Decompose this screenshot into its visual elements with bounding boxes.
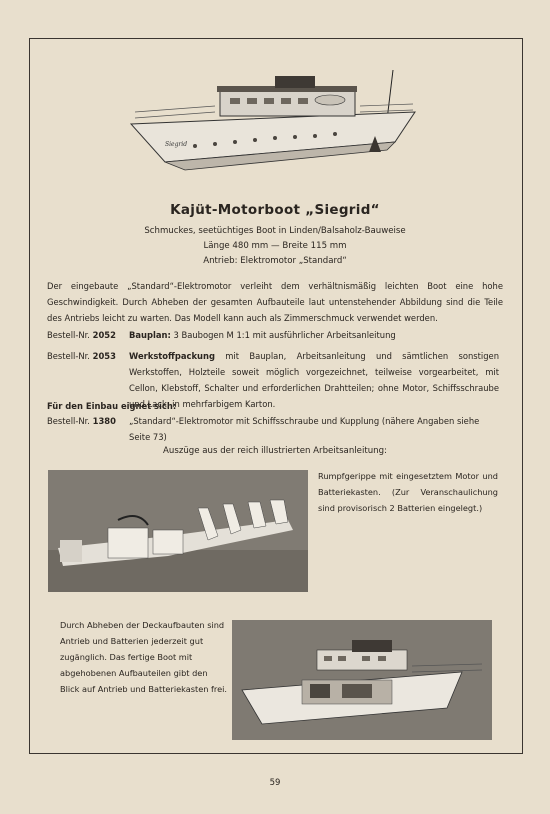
- subtitle-line-2: Länge 480 mm — Breite 115 mm: [203, 241, 347, 251]
- hull-skeleton-photo: [48, 470, 308, 592]
- order-number: 1380: [92, 416, 116, 426]
- caption-open-boat: Durch Abheben der Deckaufbauten sind Antrieb und Batterien jederzeit gut zugänglich. Das fertige Boot mit abgehobenen Aufbauteilen gibt den Blick auf Antrieb und Batteriekasten frei.: [60, 620, 228, 694]
- subtitle-line-3: Antrieb: Elektromotor „Standard“: [203, 256, 347, 266]
- caption-skeleton: Rumpfgerippe mit eingesetztem Motor und Batteriekasten. (Zur Veranschaulichung sind provisorisch 2 Batterien eingelegt.): [318, 471, 498, 513]
- svg-text:Siegrid: Siegrid: [165, 141, 188, 148]
- order-2052: [47, 327, 503, 343]
- page-title: Kajüt-Motorboot „Siegrid“: [170, 202, 380, 218]
- order-text: mit Bauplan, Arbeitsanleitung und sämtlichen sonstigen Werkstoffen, Holzteile soweit möglich vorgezeichnet, teilweise vorgearbeitet, mit Cellon, Klebstoff, Schalter und erforderlichen Drahtteilen; ohne Motor, Schiffsschraube und Lack, in mehrfarbigem Karton.: [129, 351, 499, 409]
- order-label: Bestell-Nr.: [47, 330, 90, 340]
- order-number: 2053: [92, 351, 116, 361]
- order-1380: [47, 413, 503, 445]
- subtitle-line-1: Schmuckes, seetüchtiges Boot in Linden/Balsaholz-Bauweise: [144, 226, 406, 236]
- suitable-heading: [47, 398, 503, 414]
- open-boat-photo: [232, 620, 492, 740]
- order-heading: Werkstoffpackung: [129, 351, 215, 361]
- intro-paragraph: Der eingebaute „Standard“-Elektromotor verleiht dem verhältnismäßig leichten Boot eine hohe Geschwindigkeit. Durch Abheben der gesamten Aufbauteile laut untenstehender Abbildung sind die Teile des Antriebs leicht zu warten. Das Modell kann auch als Zimmerschmuck verwendet werden.: [47, 281, 503, 323]
- suitable-heading-text: Für den Einbau eignet sich:: [47, 401, 177, 411]
- order-label: Bestell-Nr.: [47, 416, 90, 426]
- page-number: 59: [269, 778, 281, 788]
- order-heading: Bauplan:: [129, 330, 171, 340]
- excerpts-heading: Auszüge aus der reich illustrierten Arbeitsanleitung:: [163, 446, 387, 456]
- boat-photo: [125, 62, 425, 174]
- order-label: Bestell-Nr.: [47, 351, 90, 361]
- order-text: „Standard“-Elektromotor mit Schiffsschraube und Kupplung (nähere Angaben siehe Seite 73): [129, 416, 480, 442]
- order-text: 3 Baubogen M 1:1 mit ausführlicher Arbeitsanleitung: [173, 330, 396, 340]
- order-number: 2052: [92, 330, 116, 340]
